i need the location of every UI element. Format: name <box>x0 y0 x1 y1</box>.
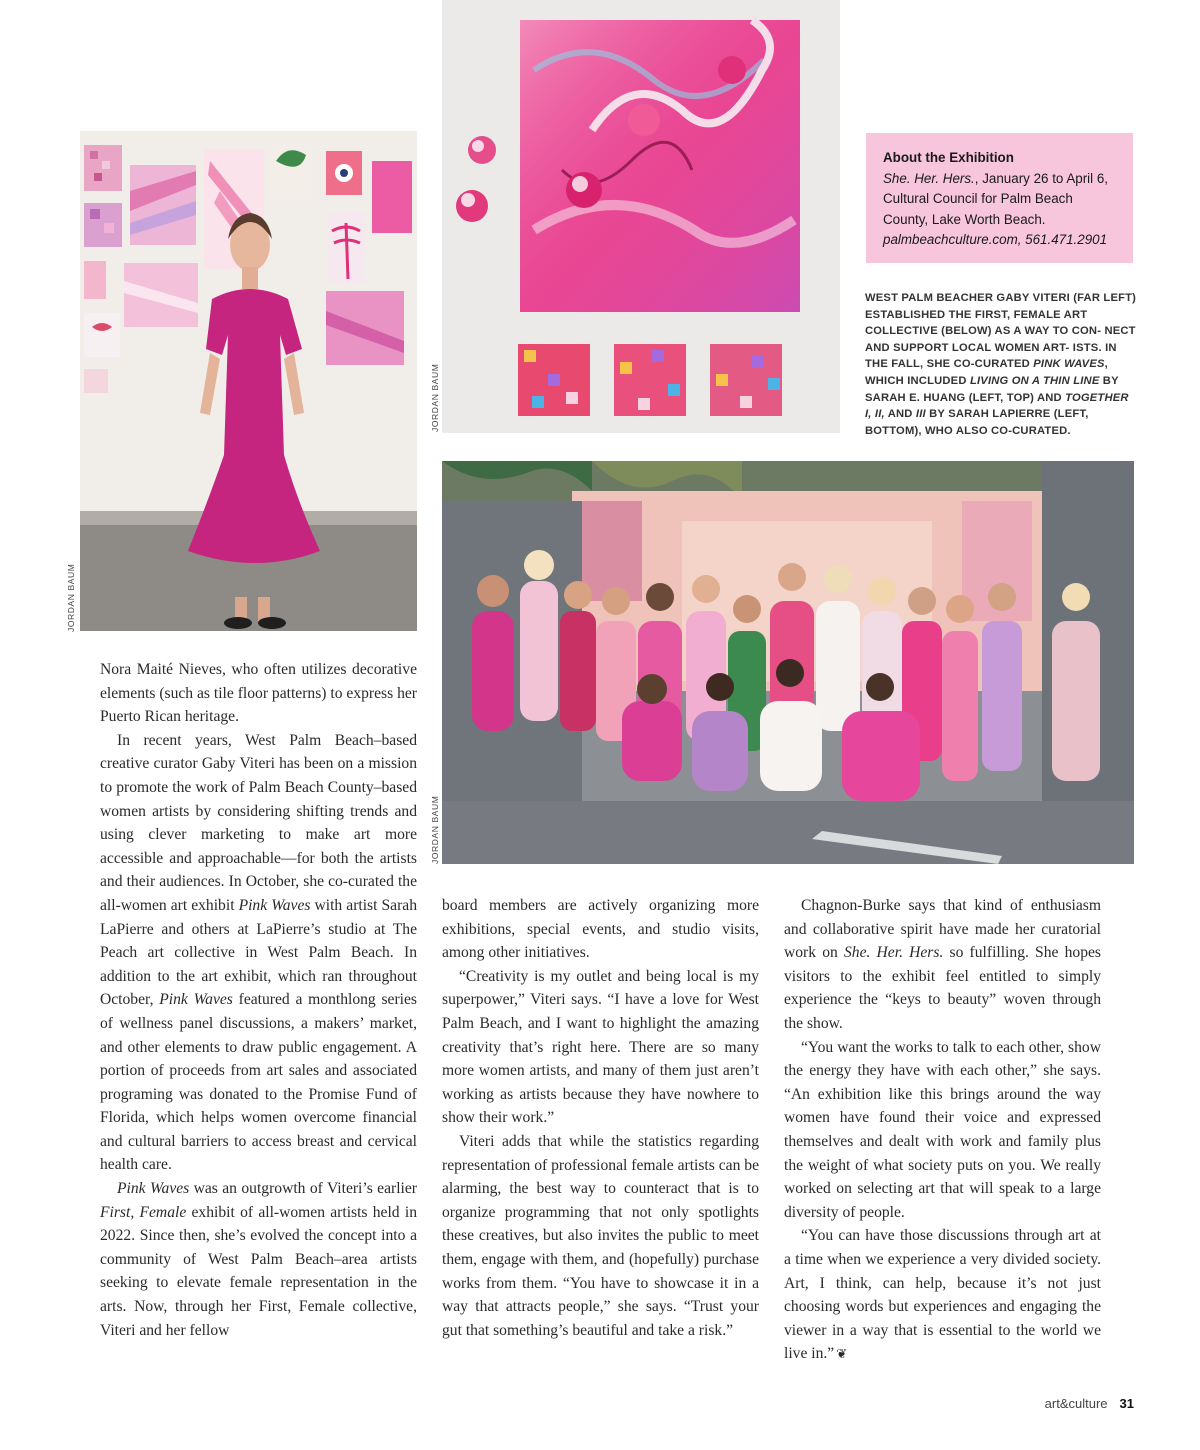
col3-paragraph-2: “You want the works to talk to each other, show the energy they have with each other,” she says. “An exhibition like this brings around the way women have found their voice and expressed themselves and dealt with work and family plus the weight of what society puts on you. We really worked on selecting art that will speak to a large diversity of people. <box>784 1038 1101 1221</box>
col1-paragraph-3 <box>100 1177 417 1342</box>
col1-p3-italic-1: Pink Waves <box>117 1180 190 1198</box>
col1-p3-text-b: exhibit of all-women artists held in 2022. Since then, she’s evolved the concept into a community of West Palm Beach–area artists seeking to elevate female representation in the arts. Now, through her First, Female collective, Viteri and her fellow <box>100 1203 417 1339</box>
col1-p2-text-a: In recent years, West Palm Beach–based creative curator Gaby Viteri has been on a mission to promote the work of Palm Beach County–based women artists by considering shifting trends and using clever marketing to make art more accessible and approachable—for both the artists and their audiences. In October, she co-curated the all-women art exhibit <box>100 731 417 914</box>
info-box-contact-link[interactable]: palmbeachculture.com, 561.471.2901 <box>883 232 1108 247</box>
footer-section-name: art&culture <box>1044 1396 1108 1411</box>
exhibition-info-box <box>866 133 1133 263</box>
col1-p3-text-a: was an outgrowth of Viteri’s earlier <box>189 1180 417 1198</box>
artwork-photo-credit: JORDAN BAUM <box>430 363 440 432</box>
col1-paragraph-1: Nora Maité Nieves, who often utilizes decorative elements (such as tile floor patterns) to express her Puerto Rican heritage. <box>100 661 417 726</box>
col3-p3-text: “You can have those discussions through art at a time when we experience a very divided society. Art, I think, can help, because it’s not just choosing words but experiences and engaging the viewer in a way that is essential to the world we live in.” <box>784 1227 1101 1363</box>
page-footer <box>1000 1396 1134 1411</box>
col2-paragraph-2: “Creativity is my outlet and being local is my superpower,” Viteri says. “I have a love for West Palm Beach, and I want to highlight the amazing creativity that’s right here. There are so many more women artists, and many of them just aren’t working as artists because they have nowhere to show their work.” <box>442 967 759 1127</box>
info-box-heading: About the Exhibition <box>883 150 1014 165</box>
info-box-details <box>883 169 1119 231</box>
col2-paragraph-1: board members are actively organizing more exhibitions, special events, and studio visits, among other initiatives. <box>442 897 759 962</box>
end-mark-icon: ❦ <box>836 1346 848 1362</box>
article-column-2 <box>442 894 759 1342</box>
artwork-photo <box>442 0 840 433</box>
col1-p3-italic-2: First, Female <box>100 1203 187 1221</box>
caption-text-5: BY SARAH LAPIERRE (LEFT, BOTTOM), WHO ALSO CO-CURATED. <box>865 408 1089 437</box>
col3-paragraph-3 <box>784 1224 1101 1366</box>
caption-text-1: WEST PALM BEACHER GABY VITERI (FAR LEFT) ESTABLISHED THE FIRST, FEMALE ART COLLECTIVE (BELOW) AS A WAY TO CON- NECT AND SUPPORT LOCAL WOMEN ART- ISTS. IN THE FALL, SHE CO-CURATED <box>865 292 1137 371</box>
col3-paragraph-1 <box>784 894 1101 1036</box>
col1-paragraph-2 <box>100 729 417 1177</box>
caption-italic-1: PINK WAVES <box>1033 358 1105 371</box>
caption-italic-4: III <box>915 408 926 421</box>
col3-p1-text-a: Chagnon-Burke says that kind of enthusiasm and collaborative spirit have made her curatorial work on <box>784 897 1101 962</box>
info-box-dates: , January 26 to April 6, Cultural Council for Palm Beach County, Lake Worth Beach. <box>883 170 1109 227</box>
col1-p2-italic-2: Pink Waves <box>159 991 233 1009</box>
page-number: 31 <box>1119 1396 1134 1411</box>
photo-caption <box>865 290 1137 439</box>
caption-text-2: , WHICH INCLUDED <box>865 358 1108 387</box>
caption-italic-2: LIVING ON A THIN LINE <box>969 374 1100 387</box>
article-column-1 <box>100 658 417 1342</box>
col3-p1-text-b: so fulfilling. She hopes visitors to the exhibit feel entitled to simply experience the “keys to beauty” woven through the show. <box>784 944 1101 1032</box>
caption-italic-3: TOGETHER I, II, <box>865 391 1129 421</box>
caption-text-4: AND <box>884 408 916 421</box>
article-column-3 <box>784 894 1101 1366</box>
portrait-photo-credit: JORDAN BAUM <box>66 563 76 632</box>
group-photo-credit: JORDAN BAUM <box>430 795 440 864</box>
col1-p2-text-c: featured a monthlong series of wellness panel discussions, a makers’ market, and other elements to draw public engagement. A portion of proceeds from art sales and associated programing was donated to the Promise Fund of Florida, which helps women overcome financial and cultural barriers to access breast and cervical health care. <box>100 991 417 1174</box>
group-photo <box>442 461 1134 864</box>
col3-p1-italic: She. Her. Hers. <box>843 944 944 962</box>
col2-paragraph-3: Viteri adds that while the statistics regarding representation of professional female artists can be alarming, the best way to counteract that is to organize programming that not only spotlights these creatives, but also invites the public to meet them, engage with them, and (hopefully) purchase works from them. “You have to showcase it in a way that attracts people,” she says. “Trust your gut that something’s beautiful and take a risk.” <box>442 1132 759 1339</box>
caption-text-3: BY SARAH E. HUANG (LEFT, TOP) AND <box>865 374 1119 404</box>
portrait-photo <box>80 131 417 631</box>
info-box-title: She. Her. Hers. <box>883 170 975 186</box>
col1-p2-text-b: with artist Sarah LaPierre and others at LaPierre’s studio at The Peach art collective in West Palm Beach. In addition to the art exhibit, which ran throughout October, <box>100 896 418 1009</box>
col1-p2-italic-1: Pink Waves <box>238 896 311 914</box>
